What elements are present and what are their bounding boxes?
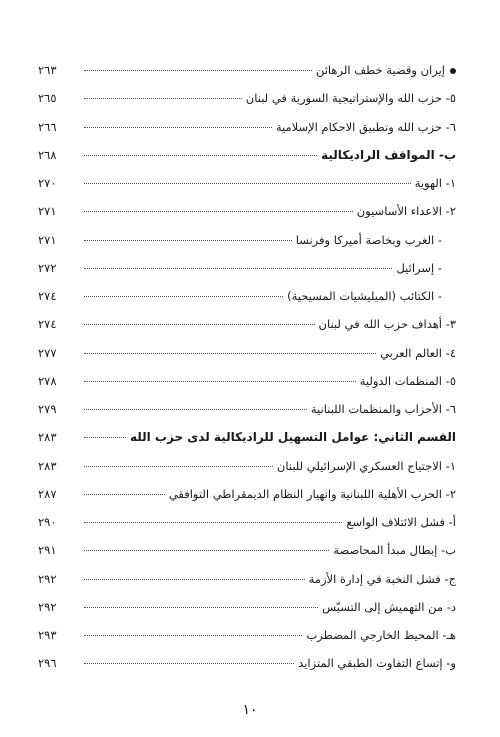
toc-entry (38, 339, 456, 367)
toc-entry-page: ٢٦٥ (38, 91, 57, 106)
toc-entry-page: ٢٩٦ (38, 656, 57, 671)
toc-entry-title: د- من التهميش إلى التسيّس (322, 599, 456, 614)
dot-leader (84, 268, 392, 269)
dot-leader (84, 607, 318, 608)
dot-leader (84, 211, 353, 212)
toc-entry-page: ٢٦٨ (38, 147, 57, 162)
toc-entry-page: ٢٩٣ (38, 628, 57, 642)
toc-entry-page: ٢٧٩ (38, 402, 57, 416)
toc-entry-page: ٢٩٢ (38, 599, 57, 614)
dot-leader (84, 635, 302, 636)
toc-entry-title: ٢- الاعداء الأساسيون (356, 204, 456, 219)
toc-entry-page: ٢٧١ (38, 204, 57, 219)
toc-entry-title: ٦- الأحزاب والمنظمات اللبنانية (310, 402, 456, 416)
dot-leader (84, 494, 165, 495)
toc-entry-title: ٣- أهداف حزب الله في لبنان (318, 317, 456, 332)
toc-entry (38, 423, 456, 451)
toc-entry (38, 84, 456, 112)
toc-entry-page: ٢٧٨ (38, 373, 57, 388)
toc-entry (38, 197, 456, 225)
toc-entry (38, 367, 456, 395)
dot-leader (84, 324, 315, 325)
dot-leader (84, 550, 329, 551)
toc-entry (38, 141, 456, 169)
dot-leader (84, 579, 305, 580)
dot-leader (84, 663, 294, 664)
toc-entry-title: أ- فشل الائتلاف الواسع (346, 515, 456, 529)
toc-entry-title: و- إتساع التفاوت الطبقي المتزايد (298, 656, 456, 671)
toc-entry (38, 56, 456, 84)
page-number: ١٠ (242, 702, 258, 718)
toc-entry (38, 310, 456, 338)
toc-entry (38, 452, 456, 480)
dot-leader (84, 98, 242, 99)
toc-entry-title: ب- المواقف الراديكالية (321, 147, 456, 162)
table-of-contents (38, 56, 456, 678)
toc-entry-title: ١- الهوية (414, 176, 456, 190)
toc-entry-title: - إسرائيل (396, 260, 442, 275)
toc-entry-page: ٢٩١ (38, 543, 57, 558)
toc-entry-page: ٢٧١ (38, 232, 57, 247)
toc-entry-page: ٢٨٣ (38, 458, 57, 473)
toc-entry-page: ٢٨٣ (38, 430, 57, 445)
toc-entry (38, 254, 456, 282)
toc-entry-title: ٥- حزب الله والإستراتيجية السورية في لبنان (245, 91, 456, 106)
toc-entry-title: هـ- المحيط الخارجي المضطرب (306, 628, 456, 642)
toc-entry-title: ٢- الحرب الأهلية اللبنانية وانهيار النظام الديمقراطي التوافقي (168, 486, 456, 501)
toc-entry-title: إيران وقضية خطف الرهائن (316, 56, 456, 84)
toc-entry-page: ٢٦٣ (38, 63, 57, 77)
dot-leader (84, 437, 126, 438)
toc-entry-title: القسم الثاني: عوامل التسهيل للراديكالية لدى حزب الله (129, 430, 456, 445)
toc-entry-page: ٢٨٧ (38, 486, 57, 501)
dot-leader (84, 155, 317, 156)
dot-leader (84, 240, 292, 241)
toc-entry (38, 621, 456, 649)
dot-leader (84, 522, 342, 523)
toc-entry-title: - الغرب وبخاصة أميركا وفرنسا (295, 232, 442, 247)
toc-entry (38, 508, 456, 536)
toc-entry (38, 649, 456, 677)
toc-entry-title: ١- الاجتياح العسكري الإسرائيلي للبنان (276, 458, 456, 473)
dot-leader (84, 353, 376, 354)
toc-entry (38, 226, 456, 254)
toc-entry-page: ٢٩٢ (38, 571, 57, 586)
dot-leader (84, 70, 312, 71)
dot-leader (84, 409, 307, 410)
toc-entry (38, 282, 456, 310)
toc-entry-title: ٥- المنظمات الدولية (359, 373, 456, 388)
dot-leader (84, 183, 411, 184)
toc-entry-title: ٤- العالم العربي (380, 345, 456, 360)
toc-entry-page: ٢٧٤ (38, 317, 57, 332)
toc-entry-title: ج- فشل النخبة في إدارة الأزمة (308, 571, 456, 586)
toc-entry (38, 593, 456, 621)
toc-entry (38, 480, 456, 508)
toc-entry (38, 536, 456, 564)
toc-entry-title: ب- إبطال مبدأ المحاصصة (333, 543, 456, 558)
toc-entry-title: - الكتائب (الميليشيات المسيحية) (287, 289, 442, 303)
toc-entry (38, 395, 456, 423)
toc-entry (38, 113, 456, 141)
dot-leader (84, 127, 272, 128)
toc-entry-page: ٢٦٦ (38, 119, 57, 134)
toc-entry-page: ٢٩٠ (38, 515, 57, 529)
dot-leader (84, 466, 273, 467)
dot-leader (84, 381, 356, 382)
toc-entry (38, 565, 456, 593)
dot-leader (84, 296, 283, 297)
toc-entry-title: ٦- حزب الله وتطبيق الاحكام الإسلامية (275, 119, 456, 134)
toc-entry-page: ٢٧٧ (38, 345, 57, 360)
toc-entry (38, 169, 456, 197)
toc-entry-page: ٢٧٠ (38, 176, 57, 190)
toc-entry-page: ٢٧٤ (38, 289, 57, 303)
toc-entry-page: ٢٧٢ (38, 260, 57, 275)
